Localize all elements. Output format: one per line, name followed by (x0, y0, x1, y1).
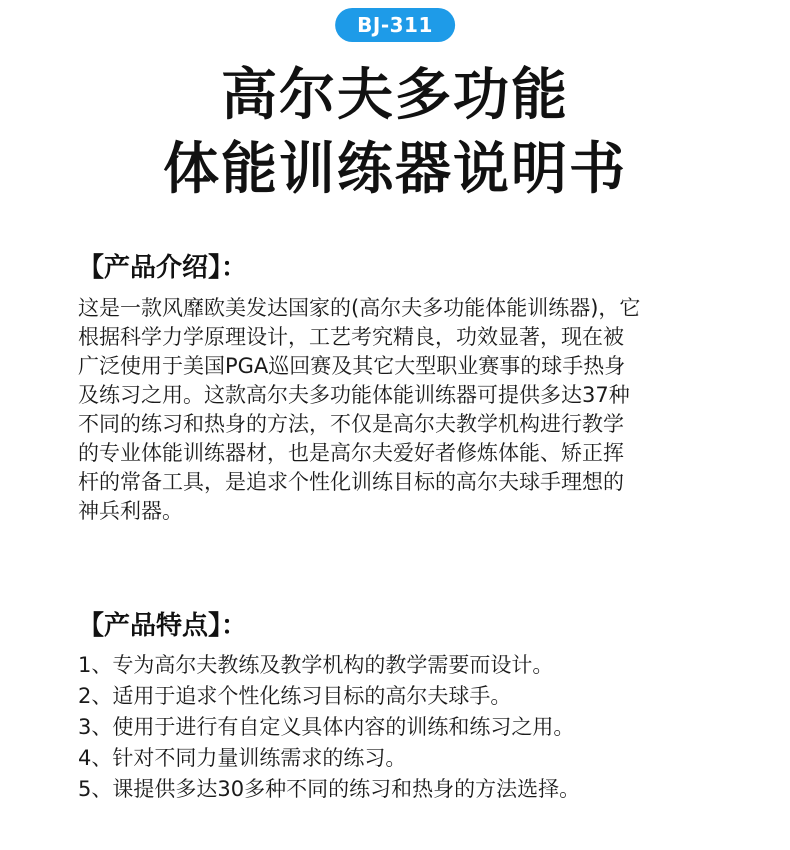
intro-line: 广泛使用于美国PGA巡回赛及其它大型职业赛事的球手热身 (78, 354, 626, 378)
intro-line: 及练习之用。这款高尔夫多功能体能训练器可提供多达37种 (78, 383, 630, 407)
intro-line: 不同的练习和热身的方法，不仅是高尔夫教学机构进行教学 (78, 412, 624, 436)
feature-item: 5、课提供多达30多种不同的练习和热身的方法选择。 (78, 777, 581, 801)
intro-heading: 【产品介绍】： (78, 253, 248, 283)
feature-item: 2、适用于追求个性化练习目标的高尔夫球手。 (78, 684, 512, 708)
intro-line: 神兵利器。 (78, 499, 183, 523)
title-line-2: 体能训练器说明书 (163, 137, 627, 202)
intro-line: 根据科学力学原理设计，工艺考究精良，功效显著，现在被 (78, 325, 624, 349)
feature-item: 1、专为高尔夫教练及教学机构的教学需要而设计。 (78, 653, 554, 677)
intro-line: 的专业体能训练器材，也是高尔夫爱好者修炼体能、矫正挥 (78, 441, 624, 465)
feature-item: 3、使用于进行有自定义具体内容的训练和练习之用。 (78, 715, 575, 739)
intro-line: 这是一款风靡欧美发达国家的(高尔夫多功能体能训练器)，它 (78, 296, 641, 320)
model-badge: BJ-311 (335, 8, 455, 42)
feature-item: 4、针对不同力量训练需求的练习。 (78, 746, 407, 770)
title-line-1: 高尔夫多功能 (221, 63, 569, 128)
features-heading: 【产品特点】： (78, 611, 248, 641)
intro-line: 杆的常备工具，是追求个性化训练目标的高尔夫球手理想的 (78, 470, 624, 494)
